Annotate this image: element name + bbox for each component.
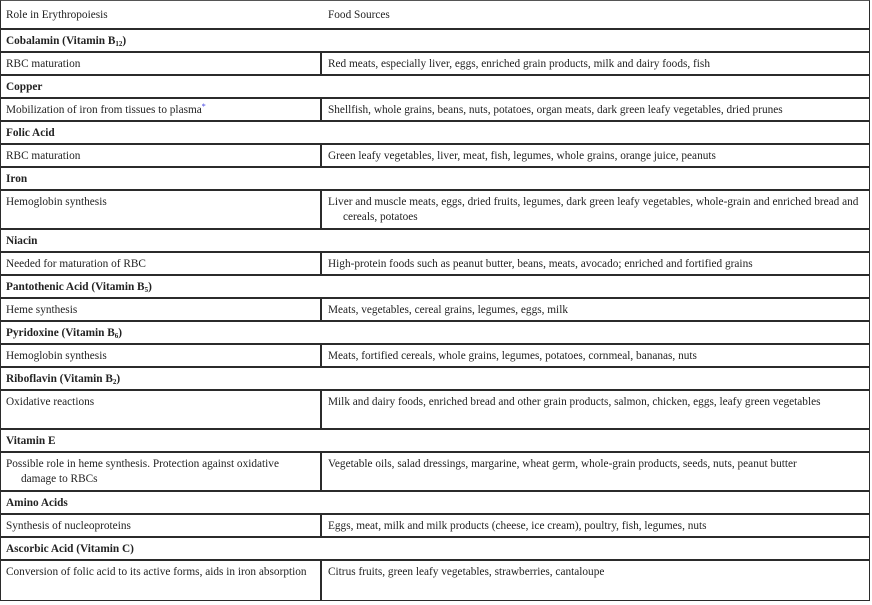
food-sources-cell: Shellfish, whole grains, beans, nuts, potatoes, organ meats, dark green leafy vegetables, dried prunes [328,104,783,116]
food-sources-cell: Citrus fruits, green leafy vegetables, strawberries, cantaloupe [328,566,605,578]
table-row [1,391,869,430]
nutrient-name: Pyridoxine (Vitamin $B_6$) [6,327,123,340]
footnote-link[interactable]: * [201,102,206,111]
role-cell: Possible role in heme synthesis. Protection against oxidative damage to RBCs [1,453,322,490]
nutrient-group-row [1,230,869,253]
role-cell: Synthesis of nucleoproteins [1,515,322,536]
table-row [1,253,869,276]
nutrient-name: Copper [6,81,43,93]
food-sources-cell: Vegetable oils, salad dressings, margarine, wheat germ, whole-grain products, seeds, nuts, peanut butter [328,458,797,470]
table-row [1,453,869,492]
nutrient-name: Folic Acid [6,127,55,139]
nutrient-group-row [1,430,869,453]
food-sources-cell: Red meats, especially liver, eggs, enriched grain products, milk and dairy foods, fish [328,58,710,70]
table-row [1,191,869,230]
header-food-sources: Food Sources [328,9,390,21]
nutrient-group-row [1,76,869,99]
food-sources-cell: Green leafy vegetables, liver, meat, fish, legumes, whole grains, orange juice, peanuts [328,150,716,162]
food-sources-cell: Meats, vegetables, cereal grains, legumes, eggs, milk [328,304,568,316]
role-cell: Hemoglobin synthesis [1,191,322,228]
nutrient-group-row [1,492,869,515]
table-row [1,99,869,122]
nutrient-group-row [1,30,869,53]
nutrient-name: Riboflavin (Vitamin $B_2$) [6,373,121,386]
nutrient-name: Vitamin E [6,435,56,447]
nutrient-name: Ascorbic Acid (Vitamin C) [6,543,134,555]
table-row [1,345,869,368]
nutrient-group-row [1,538,869,561]
nutrient-name: Amino Acids [6,497,68,509]
nutrient-name: Cobalamin (Vitamin $B_{12}$) [6,35,127,48]
nutrient-name: Pantothenic Acid (Vitamin $B_5$) [6,281,152,294]
table-header-row [1,1,869,30]
table-row [1,145,869,168]
nutrient-group-row [1,276,869,299]
table-row [1,53,869,76]
table-row [1,299,869,322]
role-cell: Heme synthesis [1,299,322,320]
nutrient-group-row [1,368,869,391]
food-sources-cell: Milk and dairy foods, enriched bread and other grain products, salmon, chicken, eggs, leafy green vegetables [328,396,821,408]
nutrient-group-row [1,322,869,345]
nutrient-name: Niacin [6,235,38,247]
role-cell: Needed for maturation of RBC [1,253,322,274]
header-role: Role in Erythropoiesis [6,9,108,21]
role-cell: Oxidative reactions [1,391,322,428]
role-cell: Conversion of folic acid to its active forms, aids in iron absorption [1,561,322,600]
food-sources-cell: Meats, fortified cereals, whole grains, legumes, potatoes, cornmeal, bananas, nuts [328,350,697,362]
food-sources-cell: High-protein foods such as peanut butter, beans, meats, avocado; enriched and fortified grains [328,258,753,270]
role-cell: RBC maturation [1,53,322,74]
nutrient-group-row [1,168,869,191]
role-cell: Hemoglobin synthesis [1,345,322,366]
role-cell: Mobilization of iron from tissues to plasma* [1,99,322,120]
food-sources-cell: Liver and muscle meats, eggs, dried fruits, legumes, dark green leafy vegetables, whole-grain and enriched bread and cereals, potatoes [328,196,859,223]
role-cell: RBC maturation [1,145,322,166]
table-row [1,561,869,600]
table-row [1,515,869,538]
nutrient-group-row [1,122,869,145]
food-sources-cell: Eggs, meat, milk and milk products (cheese, ice cream), poultry, fish, legumes, nuts [328,520,707,532]
nutrient-name: Iron [6,173,28,185]
